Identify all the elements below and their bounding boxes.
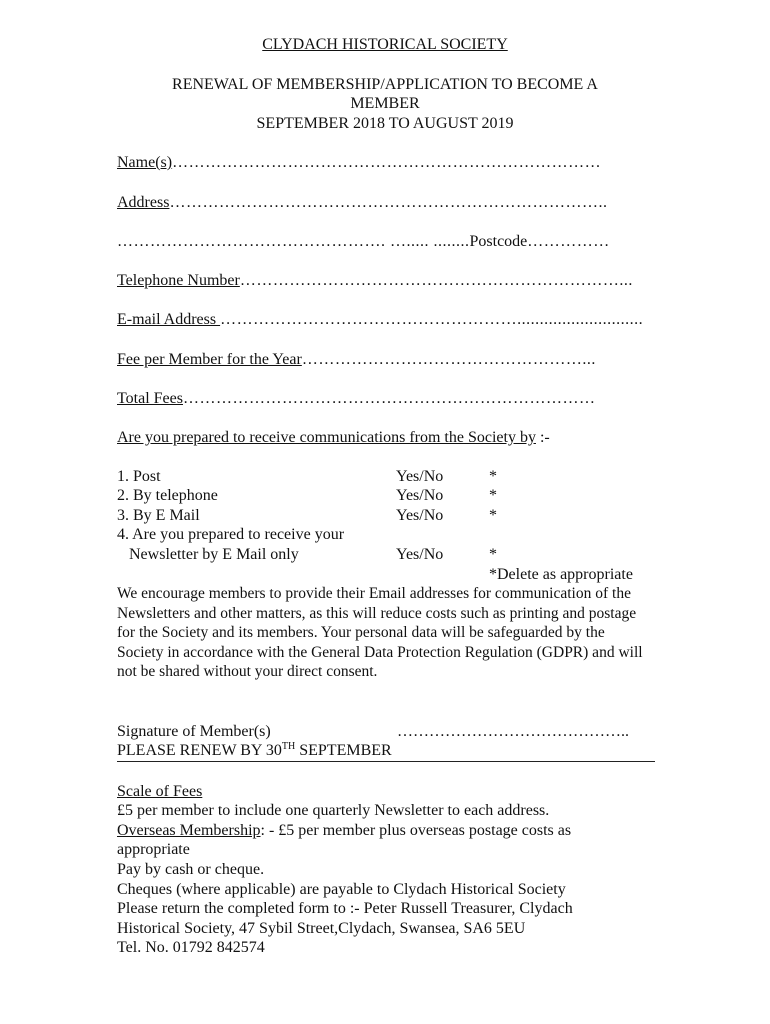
comm-option-choice[interactable]: Yes/No (396, 487, 444, 504)
total-fees-label: Total Fees (117, 390, 183, 407)
fees-line1: £5 per member to include one quarterly Newsletter to each address. (117, 802, 550, 819)
name-field[interactable] (117, 153, 651, 172)
comm-option-choice[interactable]: Yes/No (396, 546, 444, 563)
fees-heading: Scale of Fees (117, 783, 203, 800)
address-line2-dots: …………………………………………. …..... ........ (117, 233, 470, 250)
overseas-text2: appropriate (117, 841, 190, 858)
address-dots: …………………………………………………………………….. (169, 194, 608, 211)
delete-note: *Delete as appropriate (489, 566, 633, 583)
society-title: CLYDACH HISTORICAL SOCIETY (262, 36, 508, 53)
comm-option-label: 3. By E Mail (117, 507, 200, 524)
email-dots: ………………………………………………............................ (220, 311, 644, 328)
signature-dots[interactable]: …………………………………….. (397, 723, 629, 740)
comm-option-choice[interactable]: Yes/No (396, 468, 444, 485)
address-field[interactable] (117, 193, 651, 212)
cheques-payable: Cheques (where applicable) are payable to Clydach Historical Society (117, 881, 566, 898)
fee-dots: ……………………………………………... (301, 351, 596, 368)
postcode-label: Postcode (469, 233, 528, 250)
comm-option-mark: * (489, 507, 497, 524)
address-label: Address (117, 194, 170, 211)
divider-line (117, 761, 655, 762)
overseas-label: Overseas Membership (117, 822, 261, 839)
renew-prefix: PLEASE RENEW BY 30 (117, 742, 282, 759)
postcode-dots: …………… (527, 233, 610, 250)
form-title-line2: MEMBER (350, 95, 420, 112)
overseas-text: : - £5 per member plus overseas postage costs as (260, 822, 572, 839)
comm-option4-label-line2: Newsletter by E Mail only (117, 546, 299, 563)
comm-option-choice[interactable]: Yes/No (396, 507, 444, 524)
email-label: E-mail Address (117, 311, 221, 328)
telephone-dots: ……………………………………………………………... (239, 272, 633, 289)
comm-option-label: 1. Post (117, 468, 161, 485)
pay-method: Pay by cash or cheque. (117, 861, 265, 878)
telephone-label: Telephone Number (117, 272, 240, 289)
telephone-number: Tel. No. 01792 842574 (117, 939, 265, 956)
comm-option-mark: * (489, 487, 497, 504)
signature-row[interactable] (117, 722, 271, 741)
return-line1: Please return the completed form to :- Peter Russell Treasurer, Clydach (117, 900, 573, 917)
form-period: SEPTEMBER 2018 TO AUGUST 2019 (256, 115, 514, 132)
comm-option-mark: * (489, 546, 497, 563)
email-field[interactable] (117, 310, 651, 329)
comm-option4-label-line1: 4. Are you prepared to receive your (117, 526, 345, 543)
name-label: Name(s) (117, 154, 173, 171)
overseas-row (117, 821, 571, 840)
communications-question (117, 428, 550, 447)
renew-sup: TH (281, 741, 296, 752)
fee-label: Fee per Member for the Year (117, 351, 302, 368)
renew-suffix: SEPTEMBER (295, 742, 392, 759)
address-line2-field[interactable] (117, 232, 651, 251)
fee-field[interactable] (117, 350, 651, 369)
renew-deadline (117, 741, 392, 760)
form-title-line1: RENEWAL OF MEMBERSHIP/APPLICATION TO BECOME A (172, 76, 598, 93)
signature-label: Signature of Member(s) (117, 723, 271, 740)
communications-question-text: Are you prepared to receive communications from the Society by (117, 429, 536, 446)
comm-option-label: 2. By telephone (117, 487, 218, 504)
name-dots: …………………………………………………………………… (172, 154, 602, 171)
total-fees-field[interactable] (117, 389, 651, 408)
return-line2: Historical Society, 47 Sybil Street,Clydach, Swansea, SA6 5EU (117, 920, 526, 937)
telephone-field[interactable] (117, 271, 651, 290)
communications-question-suffix: :- (535, 429, 550, 446)
comm-option-mark: * (489, 468, 497, 485)
total-fees-dots: ………………………………………………………………… (182, 390, 596, 407)
gdpr-paragraph: We encourage members to provide their Email addresses for communication of the Newsletters and other matters, as this will reduce costs such as printing and postage for the Society and its members. Your personal data will be safeguarded by the Society in accordance with the General Data Protection Regulation (GDPR) and will not be shared without your direct consent. (117, 585, 643, 680)
